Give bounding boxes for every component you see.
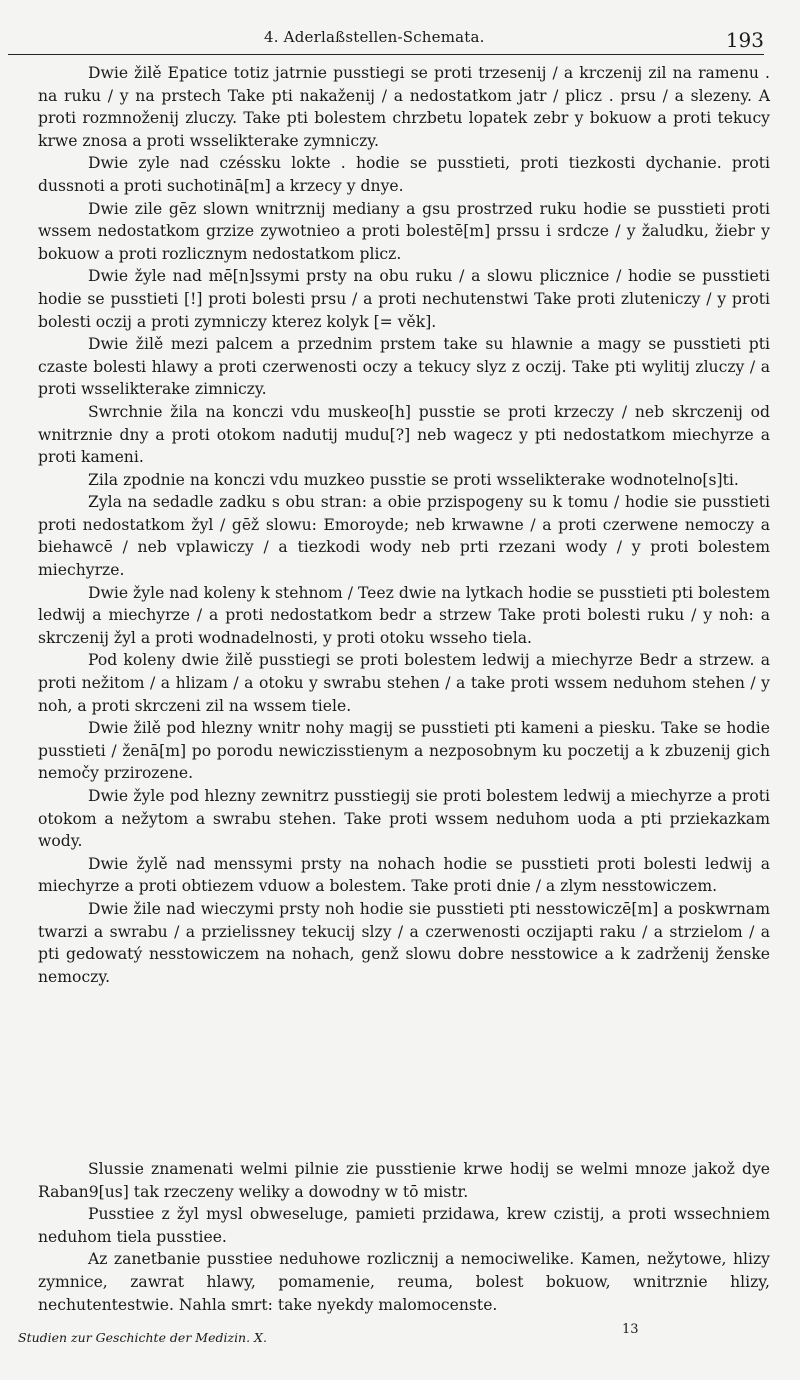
paragraph: Dwie žyle nad mē[n]ssymi prsty na obu ruku / a slowu plicznice / hodie se pusstieti hodie se pusstieti [!] proti bolesti prsu / a proti nechutenstwi Take proti zluteniczy / y proti bolesti oczij a proti zymniczy kterez kolyk [= věk]. — [38, 267, 770, 331]
running-head: 4. Aderlaßstellen-Schemata. — [264, 28, 485, 46]
paragraph: Az zanetbanie pusstiee neduhowe rozlicznij a nemociwelike. Kamen, nežytowe, hlizy zymnice, zawrat hlawy, pomamenie, reuma, bolest bokuow, wnitrznie hlizy, nechutentestwie. Nahla smrt: take nyekdy malomocenste. — [38, 1250, 770, 1314]
paragraph: Dwie žile nad wieczymi prsty noh hodie sie pusstieti pti nesstowiczē[m] a poskwrnam twarzi a swrabu / a przielissney tekucij slzy / a czerwenosti oczijapti raku / a strzielom / a pti gedowatý nesstowiczem na nohach, genž slowu dobre nesstowice a k zadrženij ženske nemoczy. — [38, 899, 770, 986]
series-title: Studien zur Geschichte der Medizin. X. — [18, 1330, 267, 1345]
paragraph: Swrchnie žila na konczi vdu muskeo[h] pusstie se proti krzeczy / neb skrczenij od wnitrznie dny a proti otokom nadutij mudu[?] neb wagecz y pti nedostatkom miechyrze a proti kameni. — [38, 402, 770, 467]
paragraph: Dwie žylě nad menssymi prsty na nohach hodie se pusstieti proti bolesti ledwij a miechyrze a proti obtiezem vduow a bolestem. Take proti dnie / a zlym nesstowiczem. — [38, 854, 770, 896]
paragraph: Zila zpodnie na konczi vdu muzkeo pusstie se proti wsselikterake wodnotelno[s]ti. — [88, 470, 739, 489]
paragraph: Dwie zyle nad czéssku lokte . hodie se pusstieti, proti tiezkosti dychanie. proti dussnoti a proti suchotinā[m] a krzecy y dnye. — [38, 154, 770, 195]
paragraph: Dwie žilě pod hlezny wnitr nohy magij se pusstieti pti kameni a piesku. Take se hodie pusstieti / ženā[m] po porodu newiczisstienym a nezposobnym ku poczetij a k zbuzenij gich nemočy przirozene. — [38, 719, 770, 783]
paragraph: Pod koleny dwie žilě pusstiegi se proti bolestem ledwij a miechyrze Bedr a strzew. a proti nežitom / a hlizam / a otoku y swrabu stehen / a take proti wssem neduhom stehen / y noh, a proti skrczeni zil na wssem tiele. — [38, 651, 770, 715]
secondary-text — [38, 1158, 770, 1316]
signature-mark: 13 — [622, 1322, 639, 1337]
main-text — [38, 62, 770, 988]
paragraph: Pusstiee z žyl mysl obweseluge, pamieti przidawa, krew czistij, a proti wssechniem neduhom tiela pusstiee. — [38, 1205, 770, 1246]
paragraph: Dwie žilě Epatice totiz jatrnie pusstiegi se proti trzesenij / a krczenij zil na ramenu . na ruku / y na prstech Take pti nakaženij / a nedostatkom jatr / plicz . prsu / a slezeny. A proti rozmnoženij zluczy. Take pti bolestem chrzbetu lopatek zebr y bokuow a proti tekucy krwe znosa a proti wsselikterake zymniczy. — [38, 64, 770, 150]
page-header — [8, 22, 764, 55]
paragraph: Dwie žilě mezi palcem a przednim prstem take su hlawnie a magy se pusstieti pti czaste bolesti hlawy a proti czerwenosti oczy a tekucy slyz z oczij. Take pti wylitij zluczy / a proti wsselikterake zimniczy. — [38, 335, 770, 399]
paragraph: Slussie znamenati welmi pilnie zie pusstienie krwe hodij se welmi mnoze jakož dye Raban9[us] tak rzeczeny weliky a dowodny w tō mistr. — [38, 1160, 770, 1201]
paragraph: Dwie žyle pod hlezny zewnitrz pusstiegij sie proti bolestem ledwij a miechyrze a proti otokom a nežytom a swrabu stehen. Take proti wssem neduhom uoda a pti prziekazkam wody. — [38, 787, 770, 851]
paragraph: Dwie žyle nad koleny k stehnom / Teez dwie na lytkach hodie se pusstieti pti bolestem ledwij a miechyrze / a proti nedostatkom bedr a strzew Take proti bolesti ruku / y noh: a skrczenij žyl a proti wodnadelnosti, y proti otoku wsseho tiela. — [38, 583, 770, 647]
page-number: 193 — [725, 28, 764, 52]
paragraph: Dwie zile gēz slown wnitrznij mediany a gsu prostrzed ruku hodie se pusstieti proti wssem nedostatkom grzize zywotnieo a proti bolestē[m] prssu i srdcze / y žaludku, žiebr y bokuow a proti rozlicznym nedostatkom plicz. — [38, 199, 770, 263]
paragraph: Zyla na sedadle zadku s obu stran: a obie przispogeny su k tomu / hodie sie pusstieti proti nedostatkom žyl / gēž slowu: Emoroyde; neb krwawne / a proti czerwene nemoczy a biehawcē / neb vplawiczy / a tiezkodi wody neb prti rzezani wody / y proti bolestem miechyrze. — [38, 493, 770, 580]
